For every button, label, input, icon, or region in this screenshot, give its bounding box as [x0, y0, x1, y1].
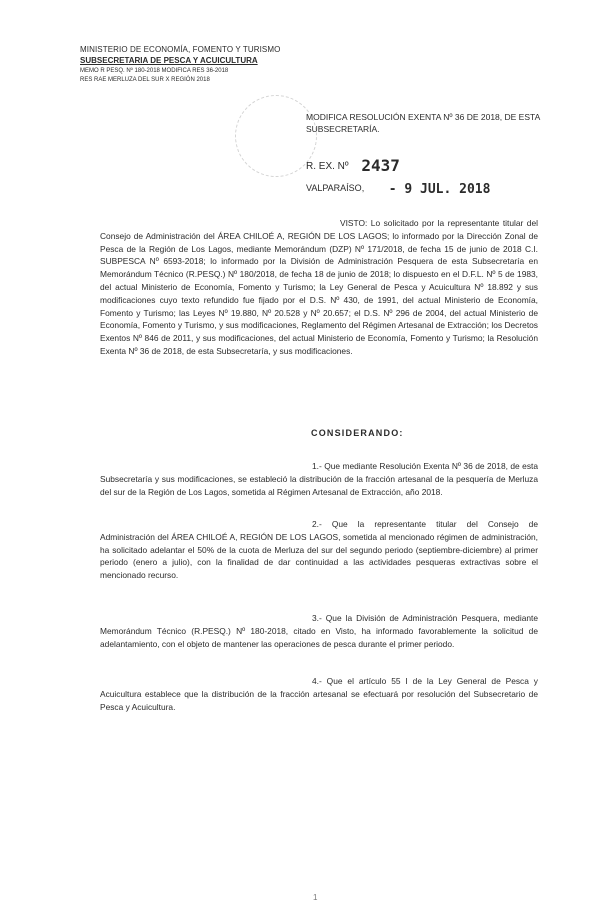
res-reference: RES RAE MERLUZA DEL SUR X REGIÓN 2018 — [80, 77, 210, 83]
document-subject: MODIFICA RESOLUCIÓN EXENTA Nº 36 DE 2018, DE ESTA SUBSECRETARÍA. — [306, 112, 540, 134]
subsecretaria-name: SUBSECRETARIA DE PESCA Y ACUICULTURA — [80, 56, 258, 65]
page-number: 1 — [313, 893, 318, 902]
considerando-title: CONSIDERANDO: — [311, 428, 404, 438]
resolution-number-line — [306, 156, 400, 175]
considerando-3: 3.- Que la División de Administración Pesquera, mediante Memorándum Técnico (R.PESQ.) Nº 180-2018, citado en Visto, ha informado favorablemente la solicitud de adelantamiento, con el objeto de mantener las operaciones de pesca durante el primer periodo. — [100, 613, 538, 649]
faint-seal — [235, 95, 317, 177]
ministry-name: MINISTERIO DE ECONOMÍA, FOMENTO Y TURISMO — [80, 45, 281, 54]
place-date-line — [306, 182, 490, 197]
city: VALPARAÍSO, — [306, 183, 365, 193]
considerando-2: 2.- Que la representante titular del Consejo de Administración del ÁREA CHILOÉ A, REGIÓN DE LOS LAGOS, sometida al mencionado régimen de administración, ha solicitado adelantar el 50% de la cuota de Merluza del sur del segundo periodo (septiembre-diciembre) al primer periodo (enero a julio), con la finalidad de dar continuidad a las actividades pesqueras extractivas sobre el mencionado recurso. — [100, 519, 538, 581]
letterhead — [80, 45, 310, 85]
resolution-number: 2437 — [361, 156, 400, 175]
considerando-1: 1.- Que mediante Resolución Exenta Nº 36 de 2018, de esta Subsecretaría y sus modificaciones, se estableció la distribución de la fracción artesanal de la pesquería de Merluza del sur de la Región de Los Lagos, sometida al Régimen Artesanal de Extracción, año 2018. — [100, 461, 538, 497]
issue-date: - 9 JUL. 2018 — [388, 182, 491, 197]
considerando-4: 4.- Que el artículo 55 I de la Ley General de Pesca y Acuicultura establece que la distribución de la fracción artesanal se efectuará por resolución del Subsecretario de Pesca y Acuicultura. — [100, 676, 538, 712]
resolution-label: R. EX. Nº — [306, 161, 349, 172]
visto-paragraph: VISTO: Lo solicitado por la representante titular del Consejo de Administración del ÁREA CHILOÉ A, REGIÓN DE LOS LAGOS; lo informado por la Dirección Zonal de Pesca de la Región de Los Lagos, mediante Memorándum (DZP) Nº 171/2018, de fecha 15 de junio de 2018 C.I. SUBPESCA Nº 6593-2018; lo informado por la División de Administración Pesquera de esta Subsecretaría en Memorándum Técnico (R.PESQ.) Nº 180/2018, de fecha 18 de junio de 2018; lo dispuesto en el D.F.L. Nº 5 de 1983, del actual Ministerio de Economía, Fomento y Turismo; la Ley General de Pesca y Acuicultura Nº 18.892 y sus modificaciones cuyo texto refundido fue fijado por el D.S. Nº 430, de 1991, del actual Ministerio de Economía, Fomento y Turismo; las Leyes Nº 19.880, Nº 20.528 y Nº 20.657; el D.S. Nº 296 de 2004, del actual Ministerio de Economía, Fomento y Turismo, y sus modificaciones, Reglamento del Régimen Artesanal de Extracción; los Decretos Exentos Nº 846 de 2011, y sus modificaciones, del actual Ministerio de Economía, Fomento y Turismo; la Resolución Exenta Nº 36 de 2018, de esta Subsecretaría, y sus modificaciones. — [100, 218, 538, 356]
memo-reference: MEMO R PESQ. Nº 180-2018 MODIFICA RES 36-2018 — [80, 68, 229, 74]
